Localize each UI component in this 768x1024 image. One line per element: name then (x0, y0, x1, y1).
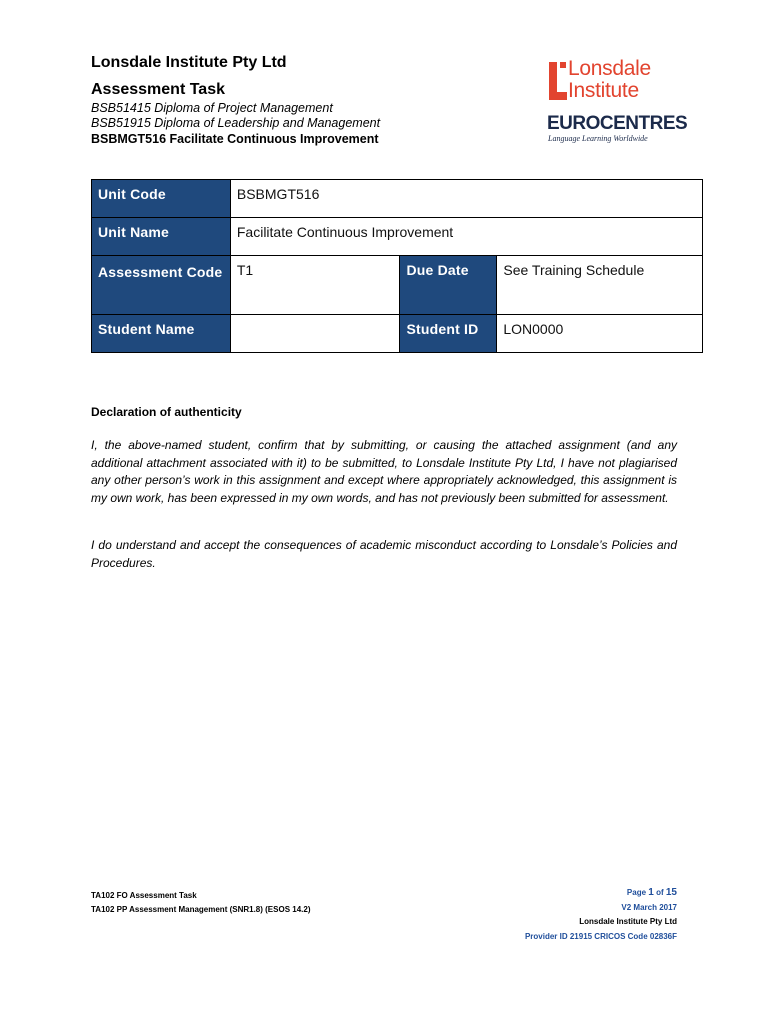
declaration-paragraph-2: I do understand and accept the consequences of academic misconduct according to Lonsdale’s Policies and Procedures. (91, 538, 677, 570)
qualification-2: BSB51915 Diploma of Leadership and Management (91, 116, 381, 130)
table-row (92, 218, 703, 256)
page-indicator (525, 886, 677, 901)
footer-doc-ref-2: TA102 PP Assessment Management (SNR1.8) (ESOS 14.2) (91, 905, 311, 914)
table-row (92, 256, 703, 315)
provider-id: Provider ID 21915 CRICOS Code 02836F (524, 931, 677, 941)
footer-left (91, 889, 311, 917)
page-current: 1 (648, 887, 654, 898)
version: V2 March 2017 (621, 902, 677, 912)
lonsdale-l-mark-icon (546, 62, 567, 100)
logo-brand: EUROCENTRES (547, 113, 688, 134)
qualification-1: BSB51415 Diploma of Project Management (91, 101, 333, 115)
due-date-value: See Training Schedule (497, 256, 703, 315)
page-word: Page (626, 888, 647, 897)
logo-tagline: Language Learning Worldwide (548, 134, 648, 143)
unit-code-label: Unit Code (92, 180, 231, 218)
declaration-paragraph-1: I, the above-named student, confirm that by submitting, or causing the attached assignment (and any additional attachment associated with it) to be submitted, to Lonsdale Institute Pty Ltd, I have not plagiarised any other person’s work in this assignment and except where appropriately acknowledged, this assignment is my own work, has been expressed in my own words, and has not previously been submitted for assessment. (91, 438, 677, 505)
unit-info-table (91, 179, 703, 353)
assessment-code-value: T1 (230, 256, 400, 315)
doc-title: Assessment Task (91, 81, 225, 98)
student-name-field[interactable] (230, 315, 400, 353)
unit-code-value: BSBMGT516 (230, 180, 702, 218)
logo-name-line-1: Lonsdale (568, 57, 651, 80)
table-row (92, 315, 703, 353)
provider-name: Lonsdale Institute Pty Ltd (579, 917, 677, 926)
student-name-label: Student Name (92, 315, 231, 353)
due-date-label: Due Date (400, 256, 497, 315)
logo-name-line-2: Institute (568, 79, 639, 102)
table-row (92, 180, 703, 218)
footer-right (525, 886, 677, 944)
declaration-heading: Declaration of authenticity (91, 405, 242, 419)
page-of: of (656, 888, 664, 897)
student-id-label: Student ID (400, 315, 497, 353)
footer-doc-ref-1: TA102 FO Assessment Task (91, 891, 197, 900)
lonsdale-eurocentres-logo (546, 57, 688, 148)
unit-name-label: Unit Name (92, 218, 231, 256)
assessment-code-label: Assessment Code (92, 256, 231, 315)
student-id-value[interactable]: LON0000 (497, 315, 703, 353)
unit-name-value: Facilitate Continuous Improvement (230, 218, 702, 256)
unit-line: BSBMGT516 Facilitate Continuous Improvement (91, 132, 379, 146)
org-name: Lonsdale Institute Pty Ltd (91, 54, 287, 71)
page-total: 15 (665, 887, 677, 898)
logo-name (568, 58, 651, 102)
